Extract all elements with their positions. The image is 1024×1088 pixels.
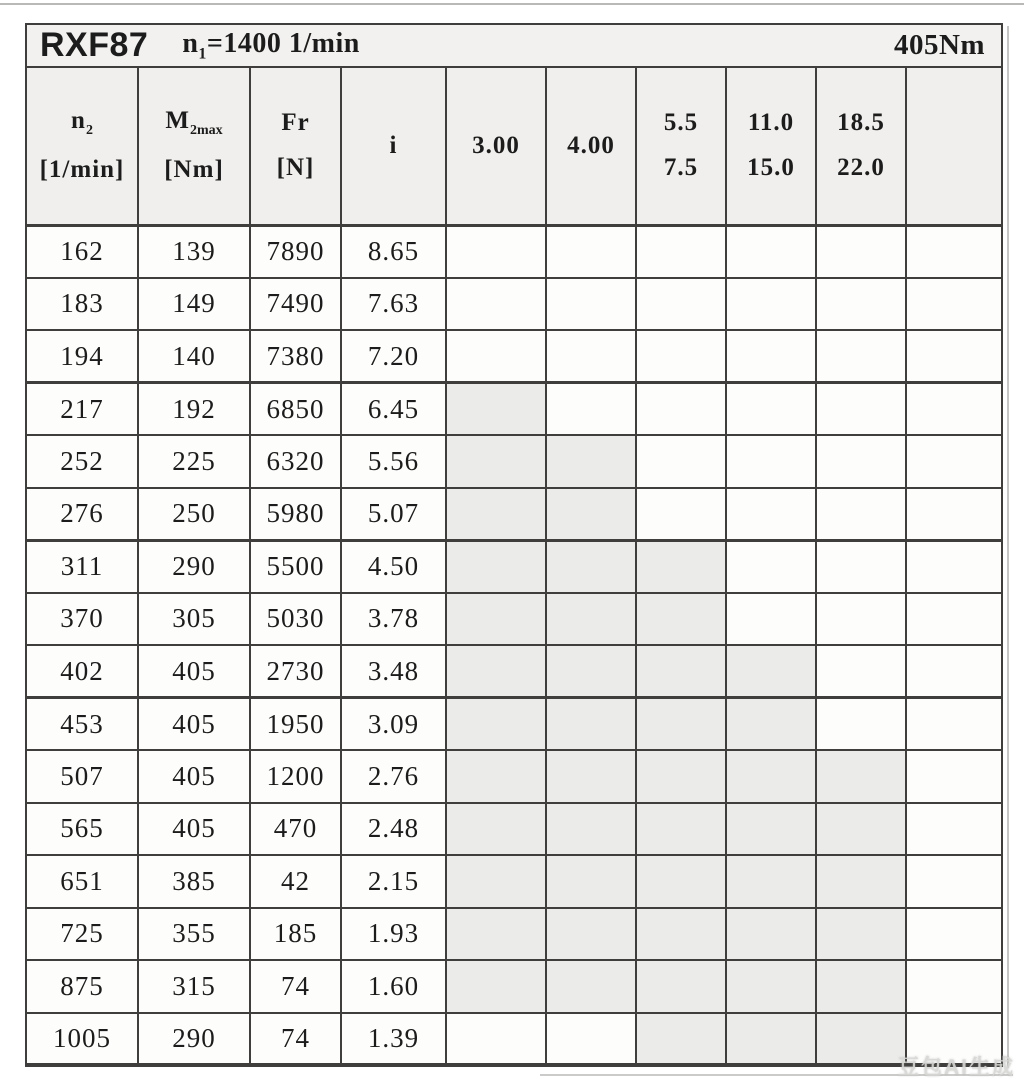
cell-i: 1.60 [341,960,446,1013]
power-cell [816,1013,906,1066]
cell-fr: 6320 [250,435,341,488]
cell-i: 6.45 [341,383,446,436]
table-row [26,383,1002,436]
cell-i: 2.48 [341,803,446,856]
watermark: 豆包AI生成 [898,1056,1015,1079]
cell-fr: 42 [250,855,341,908]
table-row [26,908,1002,961]
col-header-power-110-150: 11.0 15.0 [726,67,816,225]
cell-n2: 183 [26,278,138,331]
col-header-n2: $n_2$ [1/min] [26,67,138,225]
power-cell [446,435,546,488]
table-row [26,960,1002,1013]
power-cell [636,593,726,646]
cell-m2max: 355 [138,908,250,961]
table-row [26,698,1002,751]
power-cell [906,855,1002,908]
power-cell [546,855,636,908]
title-row [26,24,1002,67]
power-cell [906,750,1002,803]
col-header-fr: Fr [N] [250,67,341,225]
cell-m2max: 405 [138,750,250,803]
power-cell [906,278,1002,331]
title-left-cell [26,24,546,67]
power-cell [546,645,636,698]
power-cell [446,225,546,278]
cell-fr: 6850 [250,383,341,436]
cell-n2: 162 [26,225,138,278]
cell-fr: 2730 [250,645,341,698]
top-edge-line [0,3,1024,5]
speed-value: =1400 1/min [206,27,360,59]
cell-i: 4.50 [341,540,446,593]
cell-fr: 5500 [250,540,341,593]
table-body [26,225,1002,1065]
cell-i: 8.65 [341,225,446,278]
power-cell [546,330,636,383]
power-cell [546,698,636,751]
power-cell [636,225,726,278]
power-cell [726,1013,816,1066]
col-header-power-300: 3.00 [446,67,546,225]
power-cell [546,225,636,278]
cell-n2: 875 [26,960,138,1013]
cell-m2max: 140 [138,330,250,383]
cell-fr: 74 [250,1013,341,1066]
power-cell [816,383,906,436]
power-cell [726,225,816,278]
power-cell [446,383,546,436]
header-row [26,67,1002,225]
power-cell [546,540,636,593]
power-cell [726,593,816,646]
power-cell [726,278,816,331]
cell-i: 3.48 [341,645,446,698]
cell-n2: 370 [26,593,138,646]
power-cell [726,698,816,751]
input-speed-label [182,28,360,64]
power-cell [726,488,816,541]
power-cell [816,698,906,751]
power-cell [906,803,1002,856]
power-cell [906,435,1002,488]
cell-fr: 1200 [250,750,341,803]
power-cell [636,278,726,331]
cell-i: 7.63 [341,278,446,331]
power-cell [636,330,726,383]
power-cell [446,330,546,383]
cell-m2max: 405 [138,698,250,751]
col-header-m2max: $M_{2max}$ [Nm] [138,67,250,225]
cell-fr: 74 [250,960,341,1013]
cell-i: 5.56 [341,435,446,488]
power-cell [446,908,546,961]
power-cell [726,750,816,803]
power-cell [726,435,816,488]
power-cell [636,435,726,488]
table-row [26,488,1002,541]
power-cell [636,645,726,698]
cell-i: 3.78 [341,593,446,646]
col-header-power-185-220: 18.5 22.0 [816,67,906,225]
cell-fr: 5980 [250,488,341,541]
power-cell [906,540,1002,593]
cell-i: 7.20 [341,330,446,383]
cell-m2max: 315 [138,960,250,1013]
gear-spec-table [25,23,1003,1067]
power-cell [546,908,636,961]
power-cell [636,908,726,961]
cell-n2: 507 [26,750,138,803]
power-cell [816,908,906,961]
power-cell [816,540,906,593]
cell-m2max: 290 [138,1013,250,1066]
power-cell [906,330,1002,383]
power-cell [446,593,546,646]
power-cell [636,1013,726,1066]
cell-n2: 276 [26,488,138,541]
table-row [26,593,1002,646]
power-cell [546,803,636,856]
cell-m2max: 290 [138,540,250,593]
cell-i: 3.09 [341,698,446,751]
cell-m2max: 139 [138,225,250,278]
power-cell [726,803,816,856]
table-row [26,1013,1002,1066]
speed-subscript: 1 [198,45,207,63]
cell-n2: 565 [26,803,138,856]
power-cell [636,750,726,803]
power-cell [446,698,546,751]
power-cell [546,750,636,803]
cell-n2: 402 [26,645,138,698]
power-cell [816,960,906,1013]
power-cell [546,960,636,1013]
cell-m2max: 405 [138,645,250,698]
cell-fr: 5030 [250,593,341,646]
cell-m2max: 149 [138,278,250,331]
power-cell [906,645,1002,698]
power-cell [546,1013,636,1066]
table-row [26,750,1002,803]
model-label: RXF87 [40,26,149,64]
cell-m2max: 192 [138,383,250,436]
cell-n2: 217 [26,383,138,436]
cell-m2max: 305 [138,593,250,646]
power-cell [726,855,816,908]
power-cell [446,960,546,1013]
col-header-blank [906,67,1002,225]
power-cell [726,540,816,593]
power-cell [446,278,546,331]
table-row [26,225,1002,278]
power-cell [636,855,726,908]
table-row [26,435,1002,488]
power-cell [816,225,906,278]
cell-n2: 1005 [26,1013,138,1066]
power-cell [446,645,546,698]
cell-fr: 1950 [250,698,341,751]
table-row [26,330,1002,383]
bottom-edge-line [540,1074,1013,1076]
power-cell [906,383,1002,436]
power-cell [816,750,906,803]
cell-n2: 725 [26,908,138,961]
power-cell [726,645,816,698]
torque-label: 405Nm [546,24,1002,67]
power-cell [446,855,546,908]
cell-i: 2.15 [341,855,446,908]
cell-m2max: 385 [138,855,250,908]
power-cell [546,593,636,646]
power-cell [546,488,636,541]
power-cell [816,435,906,488]
power-cell [446,1013,546,1066]
power-cell [906,908,1002,961]
power-cell [906,225,1002,278]
power-cell [636,488,726,541]
cell-i: 1.93 [341,908,446,961]
power-cell [906,1013,1002,1066]
cell-fr: 470 [250,803,341,856]
power-cell [816,593,906,646]
cell-i: 5.07 [341,488,446,541]
cell-fr: 7490 [250,278,341,331]
power-cell [446,803,546,856]
cell-n2: 194 [26,330,138,383]
power-cell [906,488,1002,541]
power-cell [816,803,906,856]
cell-m2max: 225 [138,435,250,488]
power-cell [546,435,636,488]
power-cell [726,960,816,1013]
power-cell [726,908,816,961]
power-cell [446,488,546,541]
cell-fr: 7890 [250,225,341,278]
speed-base: n [182,27,199,59]
cell-fr: 7380 [250,330,341,383]
cell-i: 2.76 [341,750,446,803]
power-cell [636,383,726,436]
col-header-power-55-75: 5.5 7.5 [636,67,726,225]
power-cell [906,960,1002,1013]
power-cell [906,593,1002,646]
power-cell [446,750,546,803]
cell-n2: 252 [26,435,138,488]
power-cell [816,278,906,331]
power-cell [816,645,906,698]
power-cell [636,540,726,593]
power-cell [726,330,816,383]
power-cell [546,383,636,436]
power-cell [636,698,726,751]
cell-m2max: 250 [138,488,250,541]
power-cell [816,488,906,541]
table-row [26,803,1002,856]
right-edge-line [1007,26,1009,1068]
power-cell [906,698,1002,751]
power-cell [546,278,636,331]
power-cell [636,960,726,1013]
table-row [26,278,1002,331]
cell-n2: 453 [26,698,138,751]
power-cell [816,330,906,383]
cell-m2max: 405 [138,803,250,856]
table-row [26,645,1002,698]
power-cell [726,383,816,436]
power-cell [636,803,726,856]
table-row [26,540,1002,593]
table-row [26,855,1002,908]
cell-fr: 185 [250,908,341,961]
cell-n2: 651 [26,855,138,908]
cell-n2: 311 [26,540,138,593]
col-header-ratio: i [341,67,446,225]
col-header-power-400: 4.00 [546,67,636,225]
power-cell [816,855,906,908]
cell-i: 1.39 [341,1013,446,1066]
power-cell [446,540,546,593]
